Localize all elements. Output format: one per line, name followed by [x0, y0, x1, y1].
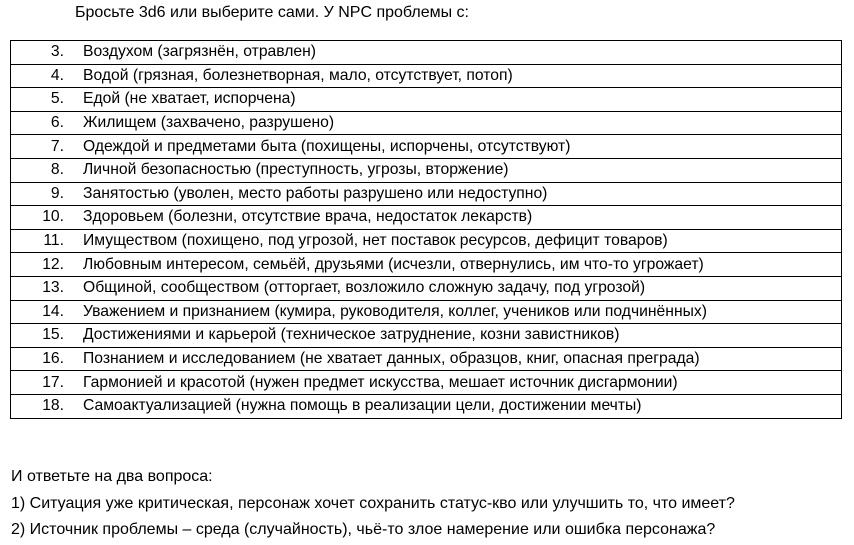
table-row: [11, 253, 842, 277]
row-text: Жилищем (захвачено, разрушено): [83, 114, 335, 132]
table-cell: [11, 206, 842, 230]
table-row: [11, 64, 842, 88]
row-text: Водой (грязная, болезнетворная, мало, отсутствует, потоп): [83, 66, 513, 84]
table-cell: [11, 253, 842, 277]
table-cell: [11, 41, 842, 65]
table-row: [11, 347, 842, 371]
row-number: 17.: [42, 373, 64, 391]
row-number: 5.: [50, 90, 64, 108]
row-text: Одеждой и предметами быта (похищены, испорчены, отсутствуют): [83, 137, 571, 155]
table-row: [11, 182, 842, 206]
table-row: [11, 324, 842, 348]
row-number: 8.: [50, 161, 64, 179]
row-text: Познанием и исследованием (не хватает данных, образцов, книг, опасная преграда): [83, 350, 700, 368]
row-text: Самоактуализацией (нужна помощь в реализации цели, достижении мечты): [83, 397, 642, 415]
table-cell: [11, 229, 842, 253]
table-row: [11, 300, 842, 324]
table-cell: [11, 182, 842, 206]
row-number: 16.: [42, 350, 64, 368]
table-cell: [11, 324, 842, 348]
row-number: 4.: [50, 66, 64, 84]
row-number: 6.: [50, 114, 64, 132]
table-cell: [11, 394, 842, 418]
row-number: 9.: [50, 184, 64, 202]
table-cell: [11, 347, 842, 371]
table-cell: [11, 135, 842, 159]
row-text: Имуществом (похищено, под угрозой, нет поставок ресурсов, дефицит товаров): [83, 232, 668, 250]
row-number: 13.: [42, 279, 64, 297]
table-row: [11, 371, 842, 395]
row-number: 12.: [42, 255, 64, 273]
table-row: [11, 88, 842, 112]
row-number: 10.: [42, 208, 64, 226]
row-text: Личной безопасностью (преступность, угрозы, вторжение): [83, 161, 509, 179]
row-number: 15.: [42, 326, 64, 344]
table-row: [11, 394, 842, 418]
problems-table-body: [11, 41, 842, 419]
row-text: Здоровьем (болезни, отсутствие врача, недостаток лекарств): [83, 208, 533, 226]
row-text: Воздухом (загрязнён, отравлен): [83, 43, 317, 61]
question-2: 2) Источник проблемы – среда (случайность), чьё-то злое намерение или ошибка персонажа?: [11, 521, 716, 538]
intro-text: Бросьте 3d6 или выберите сами. У NPC проблемы с:: [75, 4, 469, 21]
table-row: [11, 41, 842, 65]
table-row: [11, 111, 842, 135]
table-row: [11, 276, 842, 300]
questions-lead: И ответьте на два вопроса:: [11, 468, 213, 485]
table-cell: [11, 158, 842, 182]
row-text: Достижениями и карьерой (техническое затруднение, козни завистников): [83, 326, 620, 344]
table-row: [11, 158, 842, 182]
table-row: [11, 135, 842, 159]
table-cell: [11, 64, 842, 88]
row-number: 14.: [42, 302, 64, 320]
row-number: 18.: [42, 397, 64, 415]
row-text: Едой (не хватает, испорчена): [83, 90, 296, 108]
row-text: Любовным интересом, семьёй, друзьями (исчезли, отвернулись, им что-то угрожает): [83, 255, 704, 273]
row-text: Общиной, сообществом (отторгает, возложило сложную задачу, под угрозой): [83, 279, 646, 297]
problems-table: [10, 40, 842, 419]
questions-block: [11, 464, 735, 544]
table-cell: [11, 276, 842, 300]
table-cell: [11, 88, 842, 112]
row-text: Гармонией и красотой (нужен предмет искусства, мешает источник дисгармонии): [83, 373, 678, 391]
table-row: [11, 206, 842, 230]
table-cell: [11, 111, 842, 135]
table-cell: [11, 300, 842, 324]
row-number: 11.: [43, 232, 64, 250]
table-row: [11, 229, 842, 253]
row-text: Занятостью (уволен, место работы разрушено или недоступно): [83, 184, 548, 202]
row-number: 3.: [50, 43, 64, 61]
row-text: Уважением и признанием (кумира, руководителя, коллег, учеников или подчинённых): [83, 302, 707, 320]
question-1: 1) Ситуация уже критическая, персонаж хочет сохранить статус-кво или улучшить то, что имеет?: [11, 494, 735, 512]
table-cell: [11, 371, 842, 395]
row-number: 7.: [50, 137, 64, 155]
